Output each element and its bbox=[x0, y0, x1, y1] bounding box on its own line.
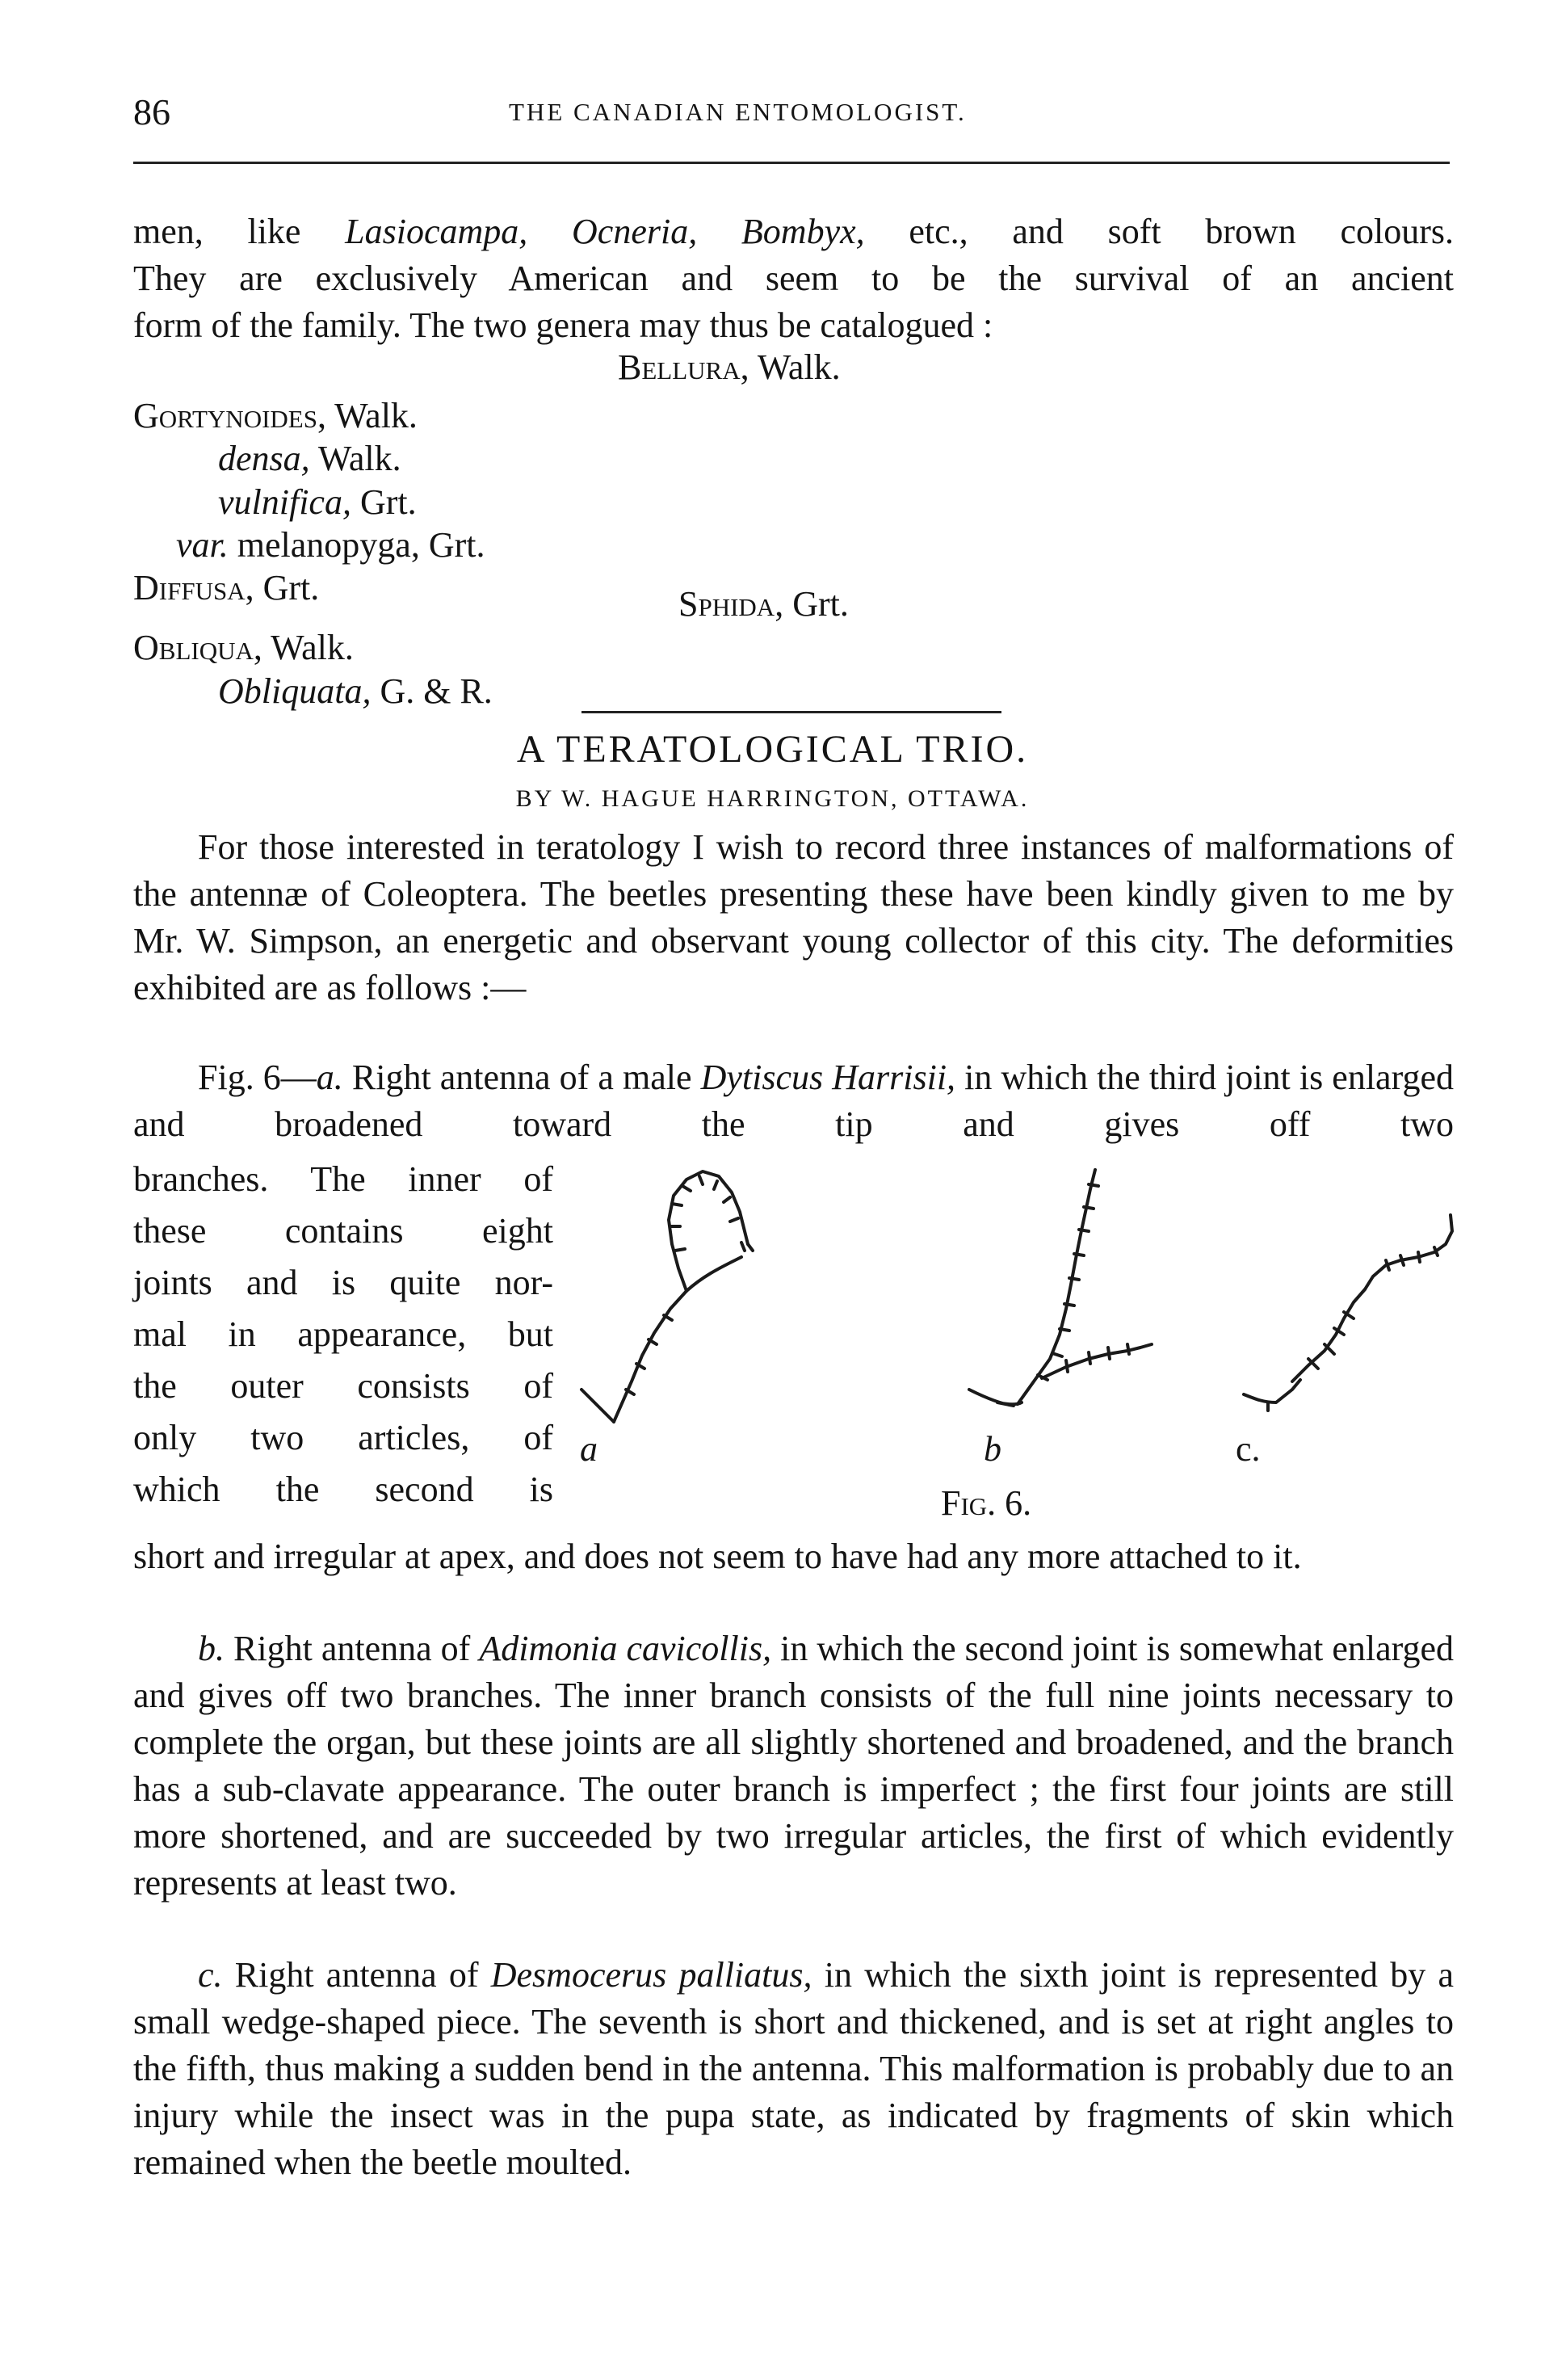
text: in which the third joint is enlarged and broadened toward the tip and gives off two bbox=[133, 1058, 1454, 1144]
item-letter: a. bbox=[316, 1058, 343, 1097]
text bbox=[697, 212, 741, 251]
antenna-c-drawing bbox=[1244, 1215, 1452, 1411]
antenna-a-drawing bbox=[581, 1171, 753, 1422]
catalogue-diffusa bbox=[133, 564, 319, 612]
figure-6-antennae bbox=[565, 1147, 1462, 1470]
catalogue-gortynoides bbox=[133, 392, 418, 440]
author: , Walk. bbox=[740, 347, 841, 387]
species-name: Adimonia cavicollis, bbox=[479, 1629, 772, 1668]
figure-caption: Fig. 6. bbox=[941, 1483, 1032, 1523]
column-line: branches. The inner of bbox=[133, 1159, 553, 1199]
species-name: vulnifica, bbox=[218, 482, 351, 522]
intro-line-2: They are exclusively American and seem to be the survival of an ancient bbox=[133, 259, 1454, 298]
text: in which the sixth joint is represented by a small wedge-shaped piece. The seventh is short and thickened, and is set at right angles to the fifth, thus making a sudden bend in the antenna. This malformation is probably due to an injury while the insect was in the pupa state, as indicated by fragments of skin which remained when the beetle moulted. bbox=[133, 1955, 1454, 2182]
intro-paragraph bbox=[133, 208, 1454, 349]
item-letter: b. bbox=[198, 1629, 225, 1668]
header-rule bbox=[133, 162, 1450, 164]
paragraph-4 bbox=[133, 1952, 1454, 2186]
catalogue-densa bbox=[218, 435, 401, 483]
species-heading: Obliqua bbox=[133, 628, 254, 667]
author: , Grt. bbox=[775, 584, 849, 624]
figure-label-c: c. bbox=[1236, 1429, 1261, 1469]
genus-name: Lasiocampa, bbox=[345, 212, 528, 251]
catalogue-sphida bbox=[678, 580, 849, 629]
intro-line-1 bbox=[133, 208, 1454, 255]
column-line: these contains eight bbox=[133, 1211, 553, 1251]
author: Walk. bbox=[309, 439, 401, 478]
text: men, like bbox=[133, 212, 346, 251]
species-name: Desmocerus palliatus, bbox=[490, 1955, 812, 1995]
item-letter: c. bbox=[198, 1955, 223, 1995]
running-title: THE CANADIAN ENTOMOLOGIST. bbox=[509, 98, 967, 126]
genus-name: Ocneria, bbox=[572, 212, 698, 251]
intro-line-3: form of the family. The two genera may thus be catalogued : bbox=[133, 305, 993, 345]
paragraph-2-head bbox=[133, 1054, 1454, 1148]
page-number: 86 bbox=[133, 91, 170, 132]
column-line: only two articles, of bbox=[133, 1418, 553, 1457]
paragraph-2-end: short and irregular at apex, and does not seem to have had any more attached to it. bbox=[133, 1537, 1302, 1576]
species-heading: Diffusa bbox=[133, 568, 246, 608]
genus-heading: Bellura bbox=[618, 347, 741, 387]
variety-marker: var. bbox=[176, 525, 229, 565]
genus-name: Bombyx, bbox=[741, 212, 865, 251]
catalogue-melanopyga bbox=[176, 521, 485, 570]
catalogue-obliquata bbox=[218, 667, 493, 716]
text: in which the second joint is somewhat enlarged and gives off two branches. The inner branch consists of the full nine joints necessary to complete the organ, but these joints are all slightly shortened and broadened, and the branch has a sub-clavate appearance. The outer branch is imperfect ; the first four joints are still more shortened, and are succeeded by two irregular articles, the first of which evidently represents at least two. bbox=[133, 1629, 1454, 1903]
species-name: Dytiscus Harrisii, bbox=[700, 1058, 956, 1097]
genus-heading: Sphida bbox=[678, 584, 775, 624]
catalogue-bellura bbox=[618, 343, 841, 392]
paragraph-1: For those interested in teratology I wish to record three instances of malformations of the antennæ of Coleoptera. The beetles presenting these have been kindly given to me by Mr. W. Simpson, an energetic and observant young collector of this city. The deformities exhibited are as follows :— bbox=[133, 827, 1454, 1007]
figure-label-b: b bbox=[984, 1429, 1001, 1469]
genus-heading: Gortynoides bbox=[133, 396, 317, 435]
species-name: densa, bbox=[218, 439, 310, 478]
text: etc., and soft brown colours. bbox=[864, 212, 1454, 251]
text bbox=[527, 212, 572, 251]
text: Right antenna of a male bbox=[342, 1058, 701, 1097]
article-byline: BY W. HAGUE HARRINGTON, OTTAWA. bbox=[515, 785, 1030, 812]
column-line: which the second is bbox=[133, 1470, 553, 1509]
author: , Grt. bbox=[245, 568, 320, 608]
text: Right antenna of bbox=[225, 1629, 480, 1668]
author: , Walk. bbox=[317, 396, 418, 435]
article-title: A TERATOLOGICAL TRIO. bbox=[516, 728, 1029, 771]
paragraph-3 bbox=[133, 1625, 1454, 1907]
author: Grt. bbox=[351, 482, 417, 522]
antenna-b-drawing bbox=[969, 1170, 1152, 1406]
catalogue-vulnifica bbox=[218, 478, 417, 527]
text: Right antenna of bbox=[222, 1955, 491, 1995]
author: G. & R. bbox=[371, 671, 493, 711]
figure-label-a: a bbox=[580, 1429, 598, 1469]
column-line: the outer consists of bbox=[133, 1366, 553, 1406]
column-line: mal in appearance, but bbox=[133, 1314, 553, 1354]
catalogue-obliqua bbox=[133, 624, 354, 672]
paragraph-2-column bbox=[133, 1154, 553, 1516]
column-line: joints and is quite nor- bbox=[133, 1263, 553, 1302]
fig-ref: Fig. 6— bbox=[198, 1058, 317, 1097]
species-name: Obliquata, bbox=[218, 671, 372, 711]
author: , Walk. bbox=[253, 628, 354, 667]
section-separator bbox=[581, 711, 1001, 713]
variety-name: melanopyga, Grt. bbox=[228, 525, 485, 565]
